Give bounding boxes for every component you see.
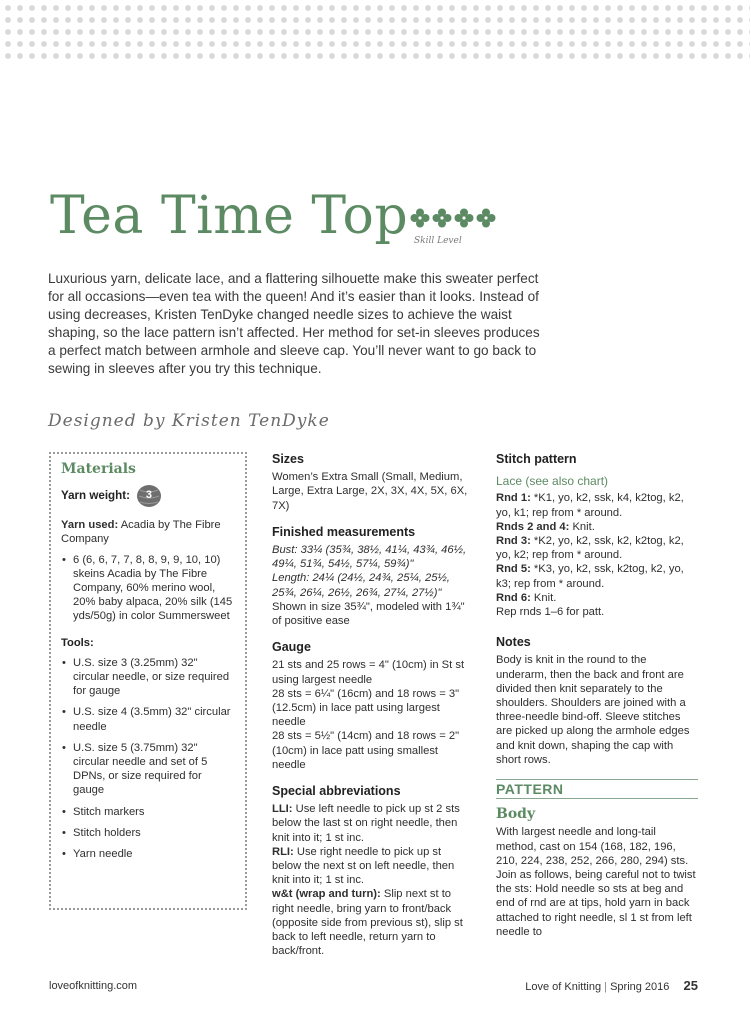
abbreviation-item — [272, 845, 472, 888]
yarn-weight-icon — [136, 484, 162, 508]
abbreviation-text: Use right needle to pick up st below the next st on left needle, then knit into it; 1 st inc. — [272, 845, 455, 887]
round-text: *K2, yo, k2, ssk, k2, k2tog, k2, yo, k2; rep from * around. — [496, 535, 684, 562]
pattern-heading: PATTERN — [496, 779, 698, 799]
yarn-list — [61, 553, 235, 624]
yarn-weight-value: 3 — [145, 489, 152, 502]
round-row — [496, 591, 698, 605]
flower-icon — [410, 208, 430, 228]
bust-line — [272, 543, 472, 571]
footer-credit: Love of Knitting | Spring 2016 25 — [525, 978, 698, 993]
gauge-line: 28 sts = 6¼" (16cm) and 18 rows = 3" (12.5cm) in lace patt using largest needle — [272, 687, 460, 729]
length-label: Length: — [272, 572, 310, 585]
list-item: • U.S. size 4 (3.5mm) 32" circular needle — [73, 705, 235, 733]
abbreviations-section — [272, 784, 472, 958]
abbreviation-text: Use left needle to pick up st 2 sts below the last st on right needle, then knit into it; 1 st inc. — [272, 803, 460, 844]
finished-heading: Finished measurements — [272, 524, 416, 539]
tools-heading: Tools: — [61, 636, 94, 649]
round-text: *K1, yo, k2, ssk, k4, k2tog, k2, yo, k1; rep from * around. — [496, 492, 684, 519]
finished-note: Shown in size 35¾", modeled with 1¾" of positive ease — [272, 600, 465, 628]
abbreviation-text: Slip next st to right needle, bring yarn to front/back (opposite side from previous st), slip st back to left needle, return yarn to back/front. — [272, 888, 463, 958]
bust-label: Bust: — [272, 544, 298, 557]
length-values: 24¼ (24½, 24¾, 25¼, 25½, 25¾, 26¼, 26½, 26¾, 27¼, 27½)" — [272, 572, 450, 599]
materials-box — [49, 452, 247, 910]
finished-section — [272, 525, 472, 628]
notes-heading: Notes — [496, 635, 531, 650]
column-middle — [272, 452, 472, 971]
tools-list — [61, 656, 235, 861]
round-term: Rnds 2 and 4: — [496, 520, 570, 533]
gauge-line: 21 sts and 25 rows = 4" (10cm) in St st using largest needle — [272, 659, 465, 686]
round-text: Knit. — [533, 591, 557, 604]
list-item: • Stitch markers — [73, 805, 235, 819]
gauge-heading: Gauge — [272, 640, 311, 655]
flower-icon — [432, 208, 452, 228]
skill-level-label: Skill Level — [414, 236, 462, 246]
sizes-heading: Sizes — [272, 452, 304, 466]
flower-icon — [476, 208, 496, 228]
footer-issue: Spring 2016 — [610, 981, 670, 993]
footer-site: loveofknitting.com — [49, 980, 138, 992]
list-item: • U.S. size 3 (3.25mm) 32" circular needle, or size required for gauge — [73, 656, 235, 699]
column-right — [496, 452, 698, 939]
round-term: Rnd 1: — [496, 492, 531, 505]
gauge-line: 28 sts = 5½" (14cm) and 18 rows = 2" (10cm) in lace patt using smallest needle — [272, 730, 460, 771]
materials-heading: Materials — [61, 461, 136, 477]
list-item: • 6 (6, 6, 7, 7, 8, 8, 9, 9, 10, 10) skeins Acadia by The Fibre Company, 60% merino wool, 20% baby alpaca, 20% silk (145 yds/50g) in color Summersweet — [73, 553, 235, 624]
page-number: 25 — [683, 978, 698, 993]
length-line — [272, 571, 472, 599]
repeat-note: Rep rnds 1–6 for patt. — [496, 606, 605, 619]
body-heading: Body — [496, 806, 536, 823]
round-row — [496, 562, 698, 590]
gauge-section — [272, 640, 472, 772]
abbreviation-term: LLI: — [272, 803, 293, 816]
round-row — [496, 520, 698, 534]
abbreviation-term: w&t (wrap and turn): — [272, 888, 381, 901]
yarn-used-text: Acadia by The Fibre Company — [61, 519, 221, 546]
list-item: • Stitch holders — [73, 826, 235, 840]
yarn-weight-label: Yarn weight: — [61, 489, 130, 503]
intro-paragraph: Luxurious yarn, delicate lace, and a flattering silhouette make this sweater perfect for all occasions—even tea with the queen! And it’s easier than it looks. Instead of using decreases, Kristen TenDyke changed needle sizes to achieve the waist shaping, so the lace pattern isn’t affected. Her method for set-in sleeves produces a perfect match between armhole and sleeve cap. You’ll never want to go back to sewing in sleeves after you try this technique. — [48, 271, 540, 376]
page-title: Tea Time Top — [50, 186, 409, 246]
round-term: Rnd 5: — [496, 563, 531, 576]
round-term: Rnd 6: — [496, 591, 531, 604]
sizes-section — [272, 452, 472, 513]
abbreviation-item — [272, 802, 472, 845]
notes-text: Body is knit in the round to the underarm, then the back and front are divided then knit separately to the shoulders. Shoulders are joined with a three-needle bind-off. Sleeve stitches are picked up along the armhole edges and knit down, shaping the cap with short rows. — [496, 654, 690, 766]
body-text: With largest needle and long-tail method, cast on 154 (168, 182, 196, 210, 224, 238, 252, 266, 280, 294) sts. Join as follows, being careful not to twist the sts: Hold needle so sts at beg and end of rnd are at tips, hold yarn in back attached to right needle, sl 1 st from left needle to — [496, 826, 696, 938]
round-row — [496, 534, 698, 562]
sizes-text: Women’s Extra Small (Small, Medium, Large, Extra Large, 2X, 3X, 4X, 5X, 6X, 7X) — [272, 471, 468, 512]
designer-credit: Designed by Kristen TenDyke — [48, 411, 330, 431]
yarn-used — [61, 518, 235, 546]
yarn-used-label: Yarn used: — [61, 519, 119, 532]
round-term: Rnd 3: — [496, 535, 531, 548]
round-text: *K3, yo, k2, ssk, k2tog, k2, yo, k3; rep from * around. — [496, 563, 684, 590]
yarn-weight — [61, 484, 235, 508]
list-item: • Yarn needle — [73, 847, 235, 861]
bust-values: 33¼ (35¾, 38½, 41¼, 43¾, 46½, 49¼, 51¾, 54½, 57¼, 59¾)" — [272, 544, 467, 571]
round-text: Knit. — [572, 520, 595, 533]
skill-level — [410, 208, 510, 253]
abbreviations-heading: Special abbreviations — [272, 784, 401, 799]
list-item: • U.S. size 5 (3.75mm) 32" circular needle and set of 5 DPNs, or size required for gauge — [73, 741, 235, 798]
abbreviation-item — [272, 887, 472, 958]
lace-subheading: Lace (see also chart) — [496, 474, 609, 489]
stitch-pattern-heading: Stitch pattern — [496, 452, 577, 466]
flower-icon — [454, 208, 474, 228]
abbreviation-term: RLI: — [272, 845, 294, 858]
footer-magazine: Love of Knitting — [525, 981, 602, 993]
dotted-header-band — [0, 0, 750, 62]
round-row — [496, 491, 698, 519]
